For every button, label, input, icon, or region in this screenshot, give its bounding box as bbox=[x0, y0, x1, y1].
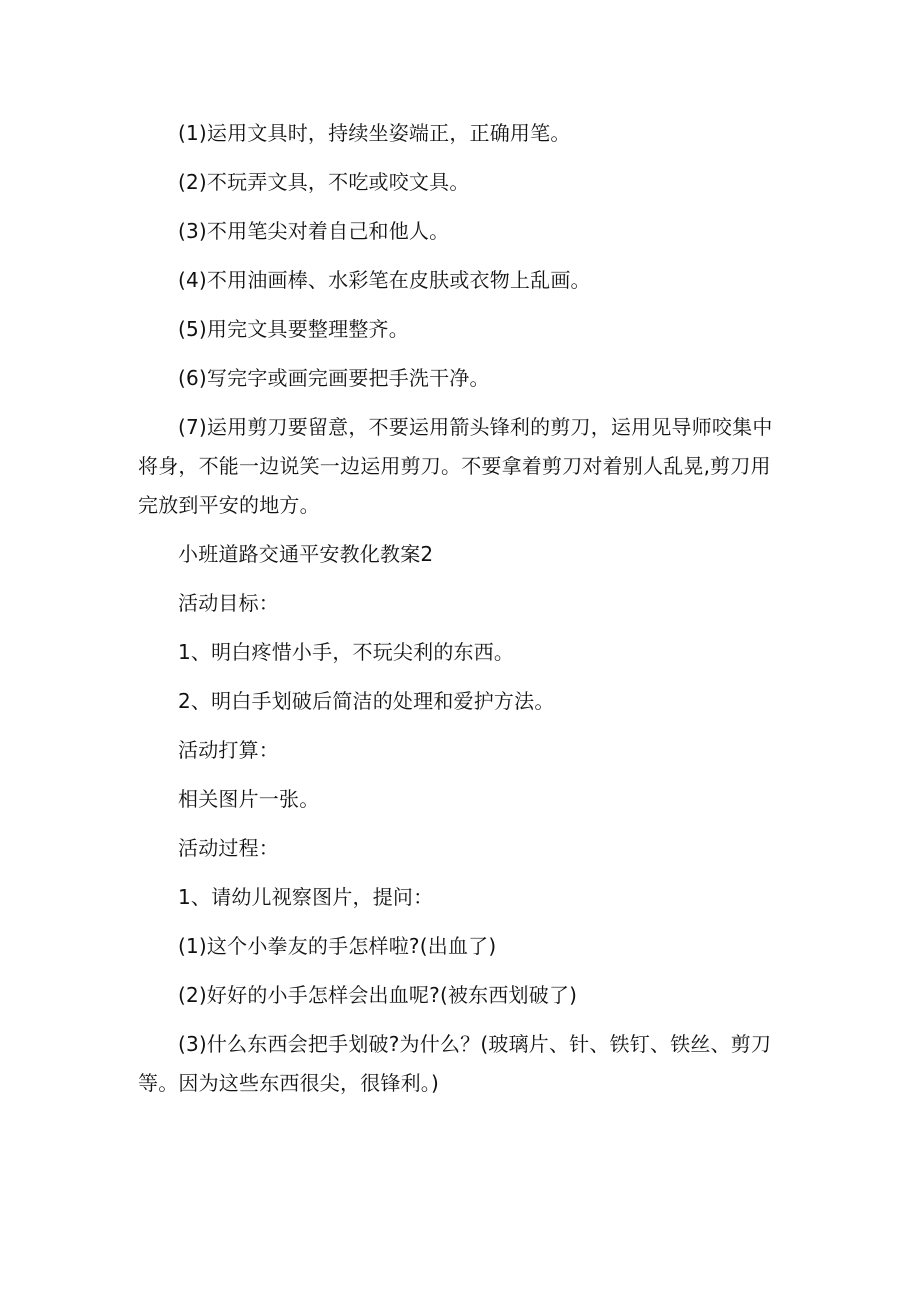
paragraph: 1、请幼儿视察图片，提问： bbox=[178, 885, 434, 909]
paragraph-gap bbox=[138, 868, 788, 878]
paragraph: (2)好好的小手怎样会出血呢?(被东西划破了) bbox=[178, 983, 578, 1007]
paragraph: 1、明白疼惜小手，不玩尖利的东西。 bbox=[178, 640, 515, 664]
paragraph-gap bbox=[138, 300, 788, 310]
paragraph-gap bbox=[138, 251, 788, 261]
paragraph: 2、明白手划破后简洁的处理和爱护方法。 bbox=[178, 689, 555, 713]
paragraph: (3)什么东西会把手划破?为什么？(玻璃片、针、铁钉、铁丝、剪刀等。因为这些东西很尖，很锋利。) bbox=[138, 1032, 772, 1095]
paragraph: (7)运用剪刀要留意，不要运用箭头锋利的剪刀，运用见导师咬集中将身，不能一边说笑一边运用剪刀。不要拿着剪刀对着别人乱晃,剪刀用完放到平安的地方。 bbox=[138, 415, 773, 517]
paragraph: (3)不用笔尖对着自己和他人。 bbox=[178, 219, 450, 243]
section-heading: 活动过程： bbox=[178, 836, 279, 860]
paragraph-gap bbox=[138, 398, 788, 408]
section-heading: 活动目标： bbox=[178, 591, 279, 615]
paragraph-gap bbox=[138, 623, 788, 633]
paragraph: (1)运用文具时，持续坐姿端正，正确用笔。 bbox=[178, 121, 571, 145]
paragraph-gap bbox=[138, 202, 788, 212]
paragraph: (4)不用油画棒、水彩笔在皮肤或衣物上乱画。 bbox=[178, 268, 591, 292]
paragraph-gap bbox=[138, 672, 788, 682]
paragraph: (5)用完文具要整理整齐。 bbox=[178, 317, 409, 341]
paragraph: (6)写完字或画完画要把手洗干净。 bbox=[178, 366, 490, 390]
paragraph: (2)不玩弄文具，不吃或咬文具。 bbox=[178, 170, 470, 194]
section-title: 小班道路交通平安教化教案2 bbox=[178, 542, 434, 566]
paragraph-gap bbox=[138, 721, 788, 731]
paragraph-gap bbox=[138, 966, 788, 976]
paragraph-gap bbox=[138, 349, 788, 359]
paragraph-gap bbox=[138, 819, 788, 829]
paragraph-gap bbox=[138, 1015, 788, 1025]
paragraph-gap bbox=[138, 525, 788, 535]
section-heading: 活动打算： bbox=[178, 738, 279, 762]
document-body bbox=[138, 114, 788, 1103]
paragraph-gap bbox=[138, 574, 788, 584]
paragraph-gap bbox=[138, 770, 788, 780]
paragraph: 相关图片一张。 bbox=[178, 787, 320, 811]
paragraph-gap bbox=[138, 153, 788, 163]
paragraph-gap bbox=[138, 917, 788, 927]
paragraph: (1)这个小拳友的手怎样啦?(出血了) bbox=[178, 934, 497, 958]
